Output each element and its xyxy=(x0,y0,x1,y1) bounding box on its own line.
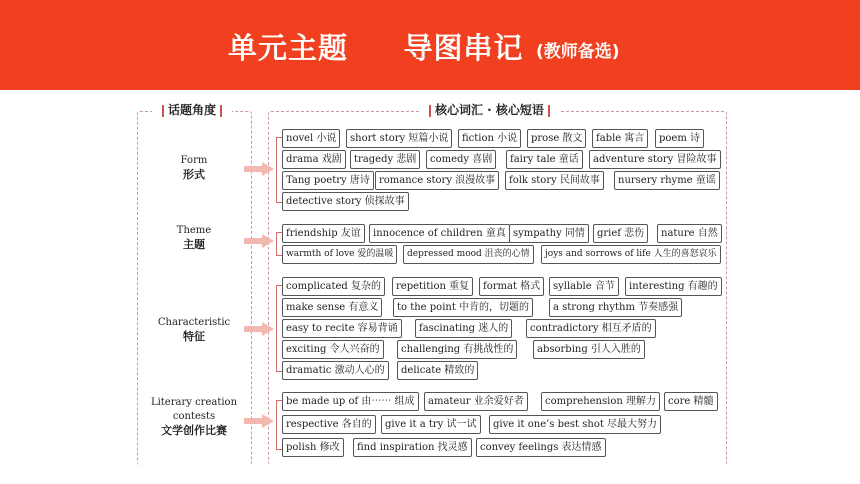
topic-theme-cn: 主题 xyxy=(183,238,205,251)
topic-characteristic xyxy=(140,316,248,344)
vocab-chip: fascinating 迷人的 xyxy=(415,319,512,338)
banner-title: 单元主题 导图串记 xyxy=(228,31,524,65)
vocab-chip: exciting 令人兴奋的 xyxy=(282,340,384,359)
vocab-chip: dramatic 激动人心的 xyxy=(282,361,389,380)
vocab-chip: interesting 有趣的 xyxy=(625,277,722,296)
vocab-chip: innocence of children 童真 xyxy=(369,224,510,243)
vocab-chip: comprehension 理解力 xyxy=(541,392,660,411)
topic-angle-header: 话题角度 xyxy=(152,101,232,118)
vocab-chip: to the point 中肯的，切题的 xyxy=(393,298,533,317)
topic-characteristic-en: Characteristic xyxy=(157,317,231,328)
vocab-chip: fable 寓言 xyxy=(592,129,648,148)
topic-theme-en: Theme xyxy=(176,225,212,236)
vocab-chip: convey feelings 表达情感 xyxy=(476,438,606,457)
vocab-chip: sympathy 同情 xyxy=(509,224,589,243)
topic-contests xyxy=(144,396,244,438)
topic-characteristic-cn: 特征 xyxy=(183,330,205,343)
vocab-chip: tragedy 悲剧 xyxy=(350,150,420,169)
contests-arrow-icon xyxy=(244,414,274,428)
vocab-chip: romance story 浪漫故事 xyxy=(375,171,499,190)
vocab-chip: nursery rhyme 童谣 xyxy=(614,171,720,190)
vocab-chip: fiction 小说 xyxy=(458,129,521,148)
vocab-chip: easy to recite 容易背诵 xyxy=(282,319,402,338)
vocab-chip: core 精髓 xyxy=(664,392,718,411)
vocab-chip: short story 短篇小说 xyxy=(346,129,452,148)
vocab-chip: be made up of 由⋯⋯ 组成 xyxy=(282,392,419,411)
vocab-chip: folk story 民间故事 xyxy=(505,171,604,190)
theme-arrow-icon xyxy=(244,234,274,248)
vocab-chip: depressed mood 沮丧的心情 xyxy=(403,245,534,264)
vocab-chip: amateur 业余爱好者 xyxy=(424,392,528,411)
characteristic-arrow-icon xyxy=(244,322,274,336)
vocab-chip: repetition 重复 xyxy=(392,277,473,296)
vocab-chip: respective 各自的 xyxy=(282,415,376,434)
vocab-chip: give it a try 试一试 xyxy=(381,415,481,434)
vocab-chip: make sense 有意义 xyxy=(282,298,382,317)
vocab-chip: find inspiration 找灵感 xyxy=(353,438,472,457)
vocab-chip: delicate 精致的 xyxy=(397,361,478,380)
vocab-chip: give it one’s best shot 尽最大努力 xyxy=(489,415,661,434)
vocab-chip: grief 悲伤 xyxy=(593,224,648,243)
topic-contests-en: Literary creation contests xyxy=(150,397,238,422)
vocab-chip: nature 自然 xyxy=(657,224,722,243)
vocab-chip: adventure story 冒险故事 xyxy=(589,150,721,169)
vocab-chip: prose 散文 xyxy=(527,129,586,148)
vocab-chip: comedy 喜剧 xyxy=(426,150,496,169)
title-banner xyxy=(0,0,860,90)
topic-form-cn: 形式 xyxy=(183,168,205,181)
vocab-chip: joys and sorrows of life 人生的喜怒哀乐 xyxy=(541,245,721,264)
form-arrow-icon xyxy=(244,162,274,176)
vocab-chip: syllable 音节 xyxy=(549,277,619,296)
topic-contests-cn: 文学创作比赛 xyxy=(161,424,227,437)
banner-subtitle: (教师备选) xyxy=(536,42,620,62)
vocab-chip: fairy tale 童话 xyxy=(506,150,583,169)
vocab-chip: Tang poetry 唐诗 xyxy=(282,171,374,190)
core-vocab-header: 核心词汇 · 核心短语 xyxy=(419,101,560,118)
vocab-chip: drama 戏剧 xyxy=(282,150,346,169)
vocab-chip: format 格式 xyxy=(479,277,544,296)
vocab-chip: detective story 侦探故事 xyxy=(282,192,409,211)
vocab-chip: challenging 有挑战性的 xyxy=(397,340,517,359)
vocab-chip: friendship 友谊 xyxy=(282,224,365,243)
topic-form xyxy=(140,154,248,182)
vocab-chip: novel 小说 xyxy=(282,129,340,148)
vocab-chip: poem 诗 xyxy=(655,129,704,148)
topic-form-en: Form xyxy=(180,155,208,166)
vocab-chip: warmth of love 爱的温暖 xyxy=(282,245,397,264)
vocab-chip: polish 修改 xyxy=(282,438,344,457)
vocab-chip: absorbing 引人入胜的 xyxy=(533,340,645,359)
vocab-chip: complicated 复杂的 xyxy=(282,277,385,296)
topic-theme xyxy=(140,224,248,252)
vocab-chip: contradictory 相互矛盾的 xyxy=(526,319,656,338)
vocab-chip: a strong rhythm 节奏感强 xyxy=(549,298,682,317)
